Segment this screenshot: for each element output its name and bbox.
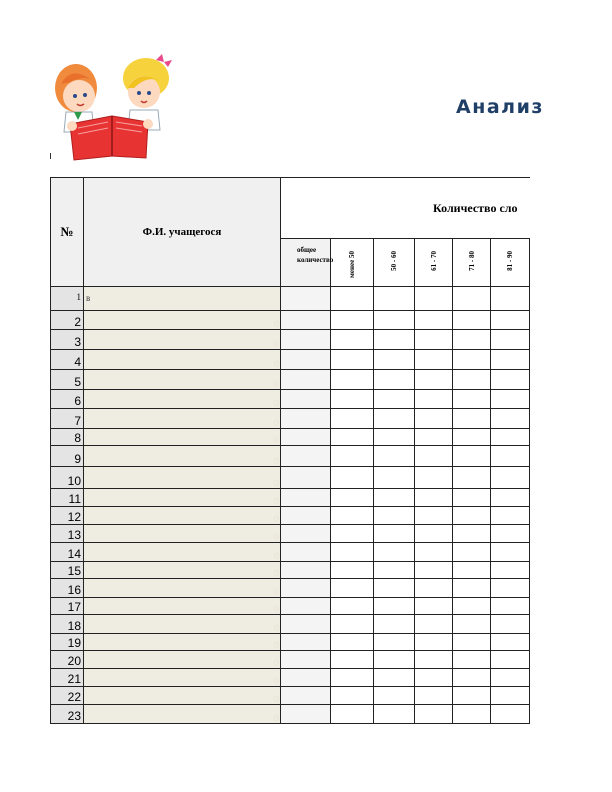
row-number: 2 bbox=[51, 311, 84, 330]
student-name-cell[interactable]: 0 bbox=[84, 562, 281, 579]
range-count-cell[interactable] bbox=[331, 598, 374, 615]
student-name-cell[interactable]: 0 bbox=[84, 467, 281, 489]
range-count-cell[interactable] bbox=[491, 705, 530, 724]
range-count-cell[interactable] bbox=[374, 409, 415, 429]
range-count-cell[interactable] bbox=[530, 429, 531, 446]
student-name-cell[interactable]: 0 bbox=[84, 615, 281, 634]
range-count-cell[interactable] bbox=[453, 669, 491, 687]
row-number: 19 bbox=[51, 634, 84, 651]
range-count-cell[interactable] bbox=[415, 651, 453, 669]
student-name-cell[interactable]: 0 bbox=[84, 669, 281, 687]
table-row bbox=[51, 446, 531, 467]
range-count-cell[interactable] bbox=[374, 634, 415, 651]
total-word-count-cell[interactable] bbox=[281, 507, 331, 525]
range-count-cell[interactable] bbox=[453, 330, 491, 350]
row-number: 10 bbox=[51, 467, 84, 489]
total-word-count-cell[interactable] bbox=[281, 651, 331, 669]
range-count-cell[interactable] bbox=[331, 705, 374, 724]
range-count-cell[interactable] bbox=[453, 687, 491, 705]
row-number: 7 bbox=[51, 409, 84, 429]
range-count-cell[interactable] bbox=[530, 562, 531, 579]
total-word-count-cell[interactable] bbox=[281, 390, 331, 409]
range-count-cell[interactable] bbox=[453, 370, 491, 390]
range-count-cell[interactable] bbox=[530, 287, 531, 311]
row-number: 16 bbox=[51, 579, 84, 598]
range-count-cell[interactable] bbox=[453, 311, 491, 330]
row-number: 3 bbox=[51, 330, 84, 350]
range-count-cell[interactable] bbox=[530, 543, 531, 562]
range-count-cell[interactable] bbox=[491, 429, 530, 446]
column-header-range bbox=[530, 239, 531, 287]
range-count-cell[interactable] bbox=[491, 446, 530, 467]
range-count-cell[interactable] bbox=[374, 705, 415, 724]
range-count-cell[interactable] bbox=[331, 543, 374, 562]
range-count-cell[interactable] bbox=[415, 669, 453, 687]
student-name-cell[interactable]: 0 bbox=[84, 543, 281, 562]
range-label: 61 - 70 bbox=[429, 251, 438, 271]
row-number: 14 bbox=[51, 543, 84, 562]
reading-analysis-table-wrapper bbox=[50, 177, 530, 733]
row-number: 22 bbox=[51, 687, 84, 705]
range-count-cell[interactable] bbox=[491, 634, 530, 651]
student-name-cell[interactable]: в bbox=[84, 287, 281, 311]
table-row bbox=[51, 287, 531, 311]
student-name-cell[interactable]: 0 bbox=[84, 311, 281, 330]
range-count-cell[interactable] bbox=[374, 651, 415, 669]
row-number: 23 bbox=[51, 705, 84, 724]
range-count-cell[interactable] bbox=[453, 525, 491, 543]
range-count-cell[interactable] bbox=[491, 489, 530, 507]
table-body bbox=[51, 287, 531, 724]
range-count-cell[interactable] bbox=[331, 350, 374, 370]
column-header-range bbox=[415, 239, 453, 287]
student-name-cell[interactable]: 0 bbox=[84, 507, 281, 525]
table-row bbox=[51, 330, 531, 350]
margin-tick bbox=[50, 153, 51, 159]
total-word-count-cell[interactable] bbox=[281, 634, 331, 651]
range-count-cell[interactable] bbox=[491, 598, 530, 615]
range-count-cell[interactable] bbox=[331, 579, 374, 598]
range-count-cell[interactable] bbox=[415, 615, 453, 634]
table-row bbox=[51, 615, 531, 634]
range-label: 71 - 80 bbox=[467, 251, 476, 271]
range-count-cell[interactable] bbox=[374, 615, 415, 634]
row-number: 20 bbox=[51, 651, 84, 669]
range-count-cell[interactable] bbox=[415, 350, 453, 370]
range-count-cell[interactable] bbox=[530, 489, 531, 507]
range-count-cell[interactable] bbox=[491, 615, 530, 634]
range-count-cell[interactable] bbox=[331, 467, 374, 489]
student-name-cell[interactable]: 0 bbox=[84, 330, 281, 350]
table-row bbox=[51, 543, 531, 562]
range-count-cell[interactable] bbox=[453, 467, 491, 489]
range-count-cell[interactable] bbox=[331, 409, 374, 429]
range-count-cell[interactable] bbox=[415, 446, 453, 467]
range-count-cell[interactable] bbox=[453, 651, 491, 669]
row-number: 6 bbox=[51, 390, 84, 409]
range-count-cell[interactable] bbox=[491, 651, 530, 669]
table-row bbox=[51, 687, 531, 705]
row-number: 18 bbox=[51, 615, 84, 634]
total-word-count-cell[interactable] bbox=[281, 446, 331, 467]
row-number: 8 bbox=[51, 429, 84, 446]
total-word-count-cell[interactable] bbox=[281, 543, 331, 562]
range-count-cell[interactable] bbox=[415, 311, 453, 330]
range-label: 50 - 60 bbox=[390, 251, 398, 271]
range-count-cell[interactable] bbox=[491, 330, 530, 350]
range-count-cell[interactable] bbox=[374, 330, 415, 350]
total-word-count-cell[interactable] bbox=[281, 350, 331, 370]
student-name-cell[interactable]: 0 bbox=[84, 350, 281, 370]
column-header-student-name: Ф.И. учащегося bbox=[84, 178, 281, 287]
total-word-count-cell[interactable] bbox=[281, 579, 331, 598]
range-count-cell[interactable] bbox=[415, 687, 453, 705]
range-count-cell[interactable] bbox=[331, 562, 374, 579]
range-count-cell[interactable] bbox=[374, 287, 415, 311]
range-count-cell[interactable] bbox=[491, 562, 530, 579]
range-count-cell[interactable] bbox=[374, 507, 415, 525]
student-name-cell[interactable]: 0 bbox=[84, 446, 281, 467]
row-number: 17 bbox=[51, 598, 84, 615]
range-count-cell[interactable] bbox=[453, 446, 491, 467]
range-count-cell[interactable] bbox=[374, 311, 415, 330]
range-count-cell[interactable] bbox=[415, 287, 453, 311]
range-count-cell[interactable] bbox=[374, 467, 415, 489]
range-count-cell[interactable] bbox=[415, 370, 453, 390]
total-word-count-cell[interactable] bbox=[281, 311, 331, 330]
range-count-cell[interactable] bbox=[415, 598, 453, 615]
range-count-cell[interactable] bbox=[530, 687, 531, 705]
range-count-cell[interactable] bbox=[453, 615, 491, 634]
range-count-cell[interactable] bbox=[530, 390, 531, 409]
column-header-number: № bbox=[51, 178, 84, 287]
row-number: 4 bbox=[51, 350, 84, 370]
range-count-cell[interactable] bbox=[491, 311, 530, 330]
range-count-cell[interactable] bbox=[374, 669, 415, 687]
range-count-cell[interactable] bbox=[331, 669, 374, 687]
range-count-cell[interactable] bbox=[453, 390, 491, 409]
table-row bbox=[51, 562, 531, 579]
table-row bbox=[51, 651, 531, 669]
student-name-cell[interactable]: 0 bbox=[84, 651, 281, 669]
range-count-cell[interactable] bbox=[374, 370, 415, 390]
row-number: 15 bbox=[51, 562, 84, 579]
table-row bbox=[51, 489, 531, 507]
total-word-count-cell[interactable] bbox=[281, 598, 331, 615]
range-count-cell[interactable] bbox=[415, 330, 453, 350]
student-name-cell[interactable]: 0 bbox=[84, 390, 281, 409]
total-word-count-cell[interactable] bbox=[281, 370, 331, 390]
range-count-cell[interactable] bbox=[374, 525, 415, 543]
reading-analysis-table bbox=[50, 177, 530, 724]
table-row bbox=[51, 467, 531, 489]
table-row bbox=[51, 705, 531, 724]
total-word-count-cell[interactable] bbox=[281, 287, 331, 311]
range-count-cell[interactable] bbox=[530, 615, 531, 634]
range-count-cell[interactable] bbox=[331, 311, 374, 330]
student-name-cell[interactable]: 0 bbox=[84, 429, 281, 446]
column-header-range bbox=[453, 239, 491, 287]
range-count-cell[interactable] bbox=[491, 370, 530, 390]
range-label: 81 - 90 bbox=[506, 251, 514, 271]
total-word-count-cell[interactable] bbox=[281, 705, 331, 724]
total-word-count-cell[interactable] bbox=[281, 525, 331, 543]
range-count-cell[interactable] bbox=[415, 390, 453, 409]
range-count-cell[interactable] bbox=[415, 543, 453, 562]
range-count-cell[interactable] bbox=[374, 429, 415, 446]
range-count-cell[interactable] bbox=[331, 370, 374, 390]
range-count-cell[interactable] bbox=[331, 651, 374, 669]
range-count-cell[interactable] bbox=[453, 562, 491, 579]
range-count-cell[interactable] bbox=[374, 350, 415, 370]
table-row bbox=[51, 311, 531, 330]
range-count-cell[interactable] bbox=[491, 579, 530, 598]
column-header-word-count-group: Количество сло bbox=[281, 178, 531, 239]
children-reading-illustration bbox=[48, 52, 176, 164]
table-row bbox=[51, 409, 531, 429]
range-count-cell[interactable] bbox=[374, 543, 415, 562]
range-count-cell[interactable] bbox=[453, 489, 491, 507]
range-count-cell[interactable] bbox=[331, 615, 374, 634]
column-header-range bbox=[374, 239, 415, 287]
range-count-cell[interactable] bbox=[374, 579, 415, 598]
range-count-cell[interactable] bbox=[415, 705, 453, 724]
range-count-cell[interactable] bbox=[331, 429, 374, 446]
row-number: 1 bbox=[51, 287, 84, 311]
range-count-cell[interactable] bbox=[453, 350, 491, 370]
range-count-cell[interactable] bbox=[530, 598, 531, 615]
range-count-cell[interactable] bbox=[530, 507, 531, 525]
range-count-cell[interactable] bbox=[331, 507, 374, 525]
student-name-cell[interactable]: 0 bbox=[84, 705, 281, 724]
range-count-cell[interactable] bbox=[374, 390, 415, 409]
total-word-count-cell[interactable] bbox=[281, 330, 331, 350]
range-count-cell[interactable] bbox=[415, 507, 453, 525]
range-count-cell[interactable] bbox=[415, 489, 453, 507]
range-count-cell[interactable] bbox=[415, 562, 453, 579]
total-word-count-cell[interactable] bbox=[281, 615, 331, 634]
row-number: 21 bbox=[51, 669, 84, 687]
range-count-cell[interactable] bbox=[331, 687, 374, 705]
range-count-cell[interactable] bbox=[530, 705, 531, 724]
range-count-cell[interactable] bbox=[453, 579, 491, 598]
range-count-cell[interactable] bbox=[415, 525, 453, 543]
range-count-cell[interactable] bbox=[415, 429, 453, 446]
range-count-cell[interactable] bbox=[530, 579, 531, 598]
range-count-cell[interactable] bbox=[491, 350, 530, 370]
range-count-cell[interactable] bbox=[530, 525, 531, 543]
range-count-cell[interactable] bbox=[374, 562, 415, 579]
student-name-cell[interactable]: 0 bbox=[84, 687, 281, 705]
range-count-cell[interactable] bbox=[453, 429, 491, 446]
range-count-cell[interactable] bbox=[453, 409, 491, 429]
range-count-cell[interactable] bbox=[530, 446, 531, 467]
range-count-cell[interactable] bbox=[374, 598, 415, 615]
range-count-cell[interactable] bbox=[331, 446, 374, 467]
range-count-cell[interactable] bbox=[374, 489, 415, 507]
student-name-cell[interactable]: 0 bbox=[84, 525, 281, 543]
total-word-count-cell[interactable] bbox=[281, 429, 331, 446]
row-number: 13 bbox=[51, 525, 84, 543]
range-count-cell[interactable] bbox=[415, 467, 453, 489]
range-count-cell[interactable] bbox=[453, 598, 491, 615]
total-word-count-cell[interactable] bbox=[281, 467, 331, 489]
range-count-cell[interactable] bbox=[491, 409, 530, 429]
table-row bbox=[51, 390, 531, 409]
range-count-cell[interactable] bbox=[491, 525, 530, 543]
range-count-cell[interactable] bbox=[491, 543, 530, 562]
range-count-cell[interactable] bbox=[415, 634, 453, 651]
range-count-cell[interactable] bbox=[374, 687, 415, 705]
range-count-cell[interactable] bbox=[530, 409, 531, 429]
row-number: 9 bbox=[51, 446, 84, 467]
range-count-cell[interactable] bbox=[530, 330, 531, 350]
table-row bbox=[51, 370, 531, 390]
range-count-cell[interactable] bbox=[491, 467, 530, 489]
range-count-cell[interactable] bbox=[331, 525, 374, 543]
range-count-cell[interactable] bbox=[530, 669, 531, 687]
row-number: 11 bbox=[51, 489, 84, 507]
column-header-range bbox=[331, 239, 374, 287]
student-name-cell[interactable]: 0 bbox=[84, 489, 281, 507]
column-header-range bbox=[491, 239, 530, 287]
table-row bbox=[51, 579, 531, 598]
table-row bbox=[51, 525, 531, 543]
range-count-cell[interactable] bbox=[530, 467, 531, 489]
total-word-count-cell[interactable] bbox=[281, 409, 331, 429]
page-title: Анализ bbox=[456, 96, 544, 118]
table-row bbox=[51, 507, 531, 525]
student-name-cell[interactable]: 0 bbox=[84, 579, 281, 598]
total-word-count-cell[interactable] bbox=[281, 687, 331, 705]
row-number: 5 bbox=[51, 370, 84, 390]
range-count-cell[interactable] bbox=[331, 330, 374, 350]
range-count-cell[interactable] bbox=[415, 579, 453, 598]
range-count-cell[interactable] bbox=[491, 507, 530, 525]
table-row bbox=[51, 429, 531, 446]
table-row bbox=[51, 634, 531, 651]
range-count-cell[interactable] bbox=[530, 651, 531, 669]
range-count-cell[interactable] bbox=[530, 350, 531, 370]
range-count-cell[interactable] bbox=[374, 446, 415, 467]
range-count-cell[interactable] bbox=[491, 669, 530, 687]
student-name-cell[interactable]: 0 bbox=[84, 370, 281, 390]
total-word-count-cell[interactable] bbox=[281, 562, 331, 579]
student-name-cell[interactable]: 0 bbox=[84, 409, 281, 429]
range-count-cell[interactable] bbox=[491, 687, 530, 705]
table-row bbox=[51, 350, 531, 370]
table-row bbox=[51, 598, 531, 615]
total-word-count-cell[interactable] bbox=[281, 669, 331, 687]
range-count-cell[interactable] bbox=[453, 634, 491, 651]
table-row bbox=[51, 669, 531, 687]
range-count-cell[interactable] bbox=[453, 705, 491, 724]
column-header-total: общее количество bbox=[281, 239, 331, 287]
student-name-cell[interactable]: 0 bbox=[84, 598, 281, 615]
range-count-cell[interactable] bbox=[530, 634, 531, 651]
range-count-cell[interactable] bbox=[331, 287, 374, 311]
range-count-cell[interactable] bbox=[453, 543, 491, 562]
range-count-cell[interactable] bbox=[331, 489, 374, 507]
row-number: 12 bbox=[51, 507, 84, 525]
range-count-cell[interactable] bbox=[453, 507, 491, 525]
range-count-cell[interactable] bbox=[453, 287, 491, 311]
range-count-cell[interactable] bbox=[530, 311, 531, 330]
total-word-count-cell[interactable] bbox=[281, 489, 331, 507]
student-name-cell[interactable]: 0 bbox=[84, 634, 281, 651]
range-count-cell[interactable] bbox=[491, 287, 530, 311]
range-label: менее 50 bbox=[348, 251, 356, 278]
range-count-cell[interactable] bbox=[415, 409, 453, 429]
range-count-cell[interactable] bbox=[331, 390, 374, 409]
range-count-cell[interactable] bbox=[491, 390, 530, 409]
range-count-cell[interactable] bbox=[331, 634, 374, 651]
range-count-cell[interactable] bbox=[530, 370, 531, 390]
